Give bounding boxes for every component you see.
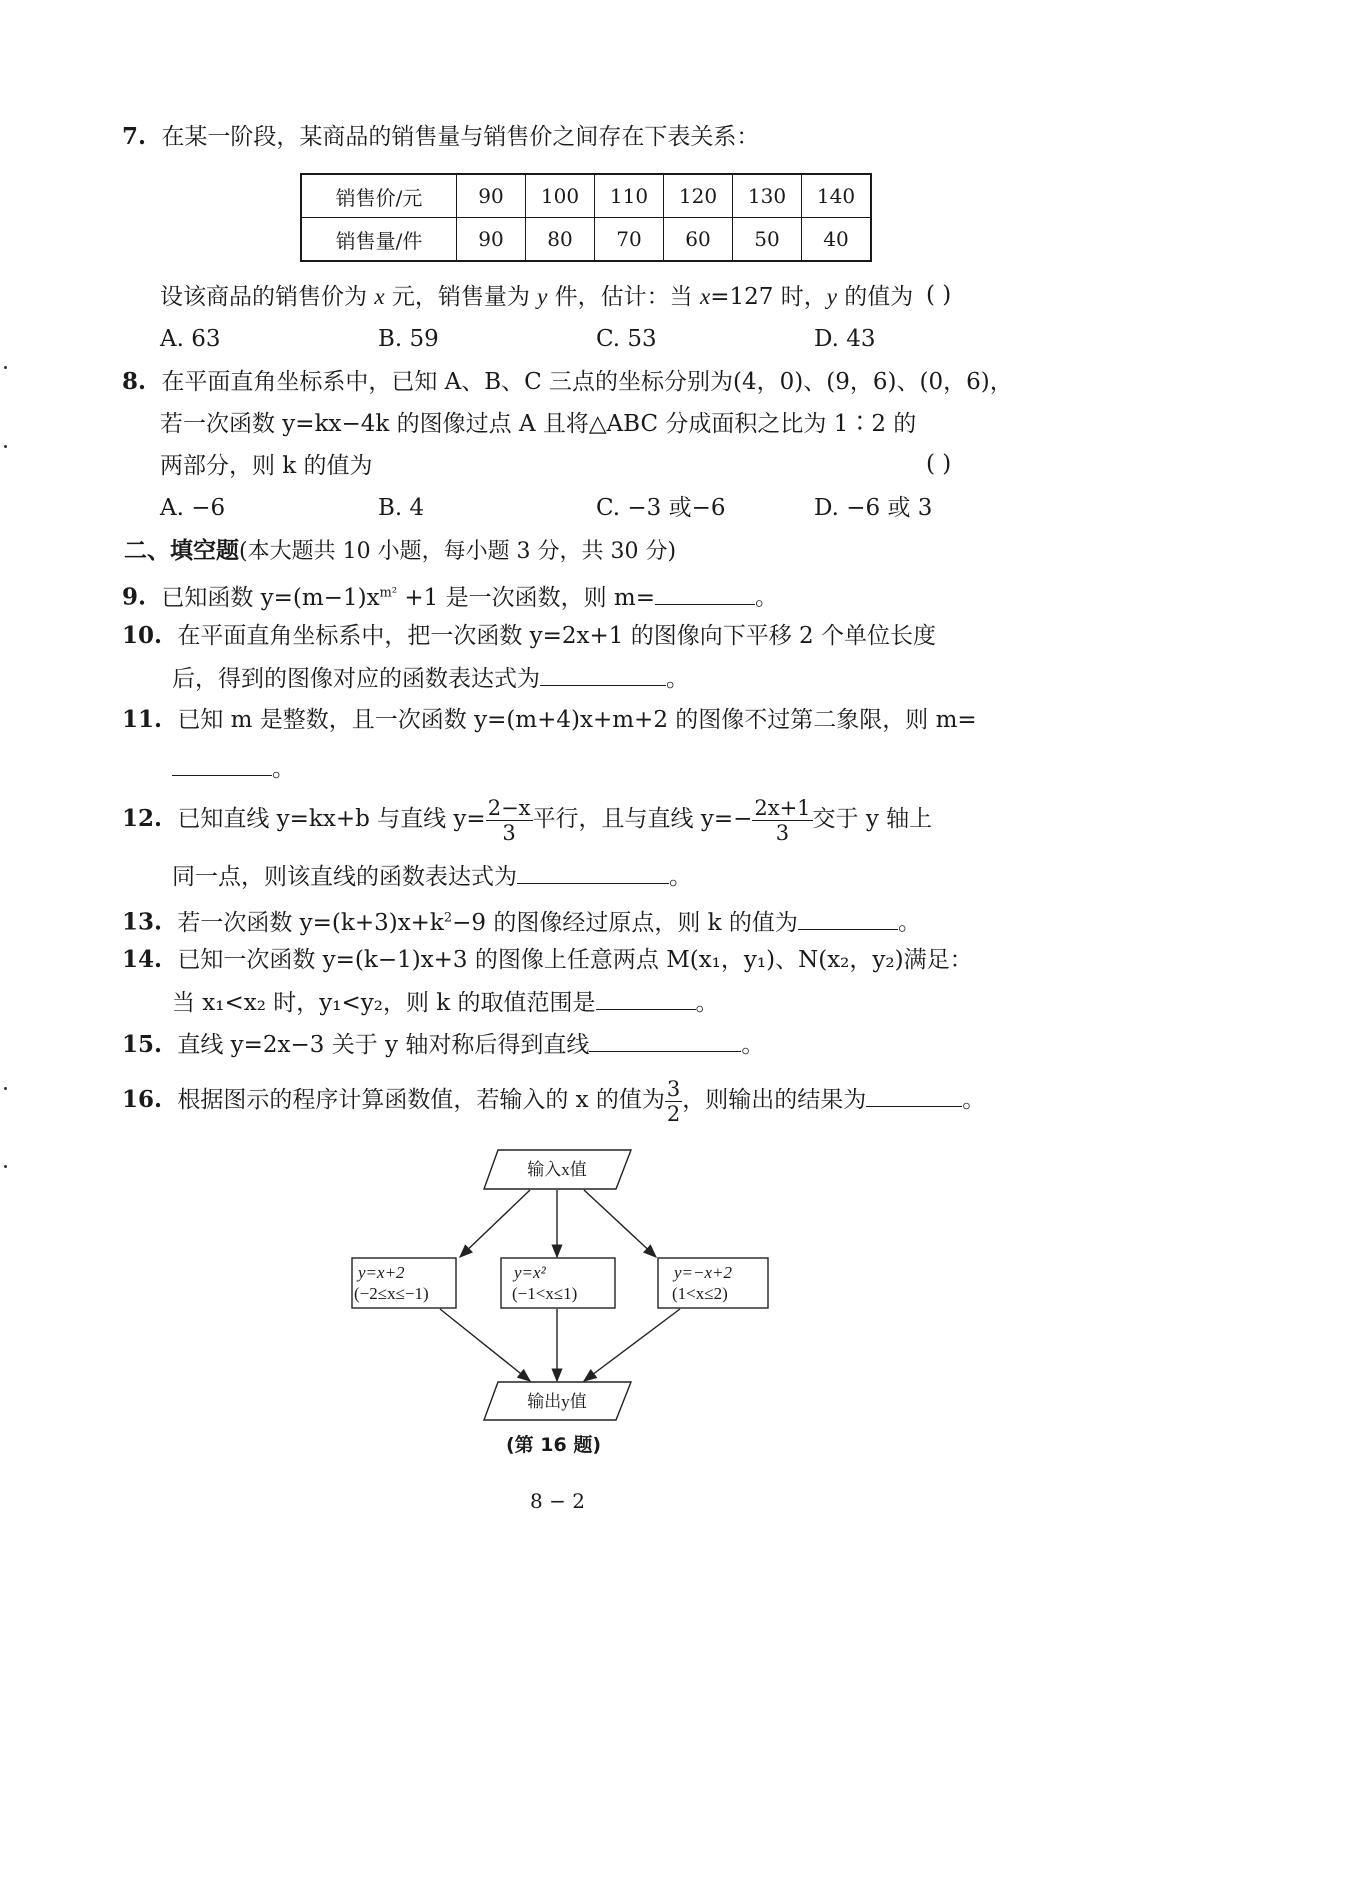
question-text: [177, 910, 798, 936]
question-text: [177, 1076, 867, 1126]
table-cell: 60: [664, 218, 733, 262]
arrow-in-right: [584, 1190, 656, 1257]
page-number: 8 − 2: [530, 1489, 585, 1513]
denominator: 2: [666, 1101, 681, 1126]
var: y: [826, 284, 837, 309]
text: 已知函数 y=(m−1)x: [161, 584, 380, 611]
q10-line2: [172, 663, 689, 694]
text: +1 是一次函数，则 m=: [397, 584, 656, 611]
answer-paren: ( ): [926, 451, 952, 477]
row-label: 销售价/元: [301, 174, 457, 218]
table-cell: 80: [526, 218, 595, 262]
box-left-formula: y=x+2: [358, 1263, 405, 1282]
table-cell: 50: [733, 218, 802, 262]
option-a: A. −6: [160, 495, 226, 521]
text: 根据图示的程序计算函数值，若输入的 x 的值为: [177, 1087, 665, 1113]
output-parallelogram: [484, 1382, 631, 1420]
q7-question: [160, 282, 913, 312]
question-text: 在平面直角坐标系中，已知 A、B、C 三点的坐标分别为(4，0)、(9，6)、(0，6)，: [161, 369, 1013, 395]
text: 。: [695, 990, 719, 1016]
arrow-out-left: [440, 1309, 530, 1381]
text: 已知直线 y=kx+b 与直线 y=: [177, 806, 486, 832]
section-note: (本大题共 10 小题，每小题 3 分，共 30 分): [239, 539, 677, 564]
question-text: 已知 m 是整数，且一次函数 y=(m+4)x+m+2 的图像不过第二象限，则 m=: [177, 707, 977, 733]
question-number: 14.: [122, 946, 163, 973]
q8-line1: [122, 367, 1013, 397]
question-number: 13.: [122, 908, 163, 936]
q11-line2: [172, 753, 295, 784]
answer-blank[interactable]: [655, 582, 755, 605]
table-cell: 70: [595, 218, 664, 262]
question-text: 在平面直角坐标系中，把一次函数 y=2x+1 的图像向下平移 2 个单位长度: [177, 623, 936, 649]
numerator: 2x+1: [754, 795, 811, 820]
q15: [122, 1029, 764, 1060]
question-number: 16.: [122, 1086, 163, 1113]
answer-paren: ( ): [926, 282, 952, 308]
text: ，则输出的结果为: [682, 1087, 867, 1113]
text: 的值为: [836, 284, 914, 310]
question-text: 在某一阶段，某商品的销售量与销售价之间存在下表关系：: [161, 124, 760, 150]
question-number: 10.: [122, 622, 163, 649]
question-text: 直线 y=2x−3 关于 y 轴对称后得到直线: [177, 1032, 590, 1058]
text: 。: [962, 1087, 986, 1113]
q14-line1: [122, 945, 973, 975]
q12-line1: [122, 795, 932, 845]
box-middle: [501, 1258, 615, 1308]
answer-blank[interactable]: [172, 753, 272, 776]
option-b: B. 4: [378, 495, 425, 521]
fraction: [486, 796, 533, 845]
table-cell: 120: [664, 174, 733, 218]
denominator: 3: [502, 820, 516, 845]
q14-line2: [172, 987, 719, 1018]
q11-line1: [122, 705, 977, 735]
answer-blank[interactable]: [517, 861, 669, 884]
text: 。: [897, 909, 921, 936]
answer-blank[interactable]: [589, 1029, 741, 1052]
text: 。: [755, 584, 779, 611]
numerator: 2−x: [487, 795, 531, 820]
option-d: D. −6 或 3: [814, 495, 933, 521]
q8-line2: 若一次函数 y=kx−4k 的图像过点 A 且将△ABC 分成面积之比为 1∶2 的: [160, 411, 917, 437]
var: x: [374, 284, 385, 309]
table-cell: 110: [595, 174, 664, 218]
numerator: 3: [666, 1076, 681, 1101]
input-parallelogram: [484, 1150, 631, 1189]
answer-blank[interactable]: [866, 1084, 962, 1107]
q13: [122, 903, 921, 938]
flow-input-label: 输入x值: [527, 1160, 587, 1179]
question-number: 15.: [122, 1031, 163, 1058]
text: 元，销售量为: [384, 284, 538, 310]
q10-line1: [122, 621, 936, 651]
fraction: [665, 1077, 682, 1126]
q12-line2: [172, 861, 692, 892]
table-row: [301, 174, 871, 218]
option-c: C. −3 或−6: [596, 495, 726, 521]
question-text: [177, 795, 933, 845]
box-middle-condition: (−1<x≤1): [512, 1284, 578, 1303]
text: −9 的图像经过原点，则 k 的值为: [452, 909, 798, 936]
box-right-formula: y=−x+2: [674, 1263, 733, 1282]
var: x: [700, 284, 711, 309]
text: 交于 y 轴上: [812, 806, 933, 832]
question-text: [161, 585, 655, 611]
table-cell: 130: [733, 174, 802, 218]
exponent: m²: [379, 585, 398, 600]
answer-blank[interactable]: [798, 907, 898, 930]
arrow-out-right: [584, 1309, 680, 1381]
text: 设该商品的销售价为: [160, 284, 375, 310]
text: 当 x₁<x₂ 时，y₁<y₂，则 k 的取值范围是: [172, 990, 596, 1016]
text: =127 时，: [710, 284, 827, 310]
margin-speck: [4, 1165, 7, 1168]
q8-line3: 两部分，则 k 的值为: [160, 453, 373, 479]
question-text: 已知一次函数 y=(k−1)x+3 的图像上任意两点 M(x₁，y₁)、N(x₂，y₂)满足：: [177, 947, 973, 973]
table-cell: 90: [457, 218, 526, 262]
q9: [122, 578, 778, 613]
q16: [122, 1076, 985, 1126]
answer-blank[interactable]: [540, 663, 666, 686]
fraction: [752, 796, 812, 845]
text: 同一点，则该直线的函数表达式为: [172, 864, 517, 890]
question-number: 11.: [122, 706, 163, 733]
text: 。: [669, 864, 692, 890]
q7-stem: [122, 122, 759, 152]
text: 后，得到的图像对应的函数表达式为: [172, 666, 540, 692]
row-label: 销售量/件: [301, 218, 457, 262]
section-heading: [124, 536, 676, 567]
figure-caption: (第 16 题): [506, 1434, 602, 1456]
flow-output-label: 输出y值: [527, 1392, 587, 1411]
answer-blank[interactable]: [596, 987, 696, 1010]
option-d: D. 43: [814, 326, 876, 352]
option-a: A. 63: [160, 326, 221, 352]
margin-speck: [4, 366, 7, 369]
text: 。: [741, 1032, 765, 1058]
denominator: 3: [775, 820, 790, 845]
text: 若一次函数 y=(k+3)x+k: [177, 909, 444, 936]
box-left: [352, 1258, 456, 1308]
question-number: 7.: [122, 123, 147, 150]
table-cell: 90: [457, 174, 526, 218]
section-title: 二、填空题: [124, 537, 239, 564]
option-c: C. 53: [596, 326, 657, 352]
box-left-condition: (−2≤x≤−1): [354, 1284, 429, 1303]
option-b: B. 59: [378, 326, 439, 352]
margin-speck: [4, 445, 7, 448]
table-cell: 100: [526, 174, 595, 218]
text: 件，估计：当: [547, 284, 700, 310]
price-volume-table: [300, 173, 872, 262]
var: y: [537, 284, 548, 309]
question-number: 8.: [122, 368, 147, 395]
box-right-condition: (1<x≤2): [672, 1284, 728, 1303]
exponent: 2: [443, 910, 453, 925]
question-number: 12.: [122, 805, 163, 832]
box-right: [658, 1258, 768, 1308]
box-middle-formula: y=x²: [514, 1263, 546, 1282]
table-cell: 40: [802, 218, 872, 262]
table-row: [301, 218, 871, 262]
margin-speck: [4, 1087, 7, 1090]
text: 平行，且与直线 y=−: [532, 806, 753, 832]
question-number: 9.: [122, 583, 147, 611]
text: 。: [666, 666, 689, 692]
table-cell: 140: [802, 174, 872, 218]
text: 。: [272, 756, 295, 782]
arrow-in-left: [460, 1190, 530, 1257]
